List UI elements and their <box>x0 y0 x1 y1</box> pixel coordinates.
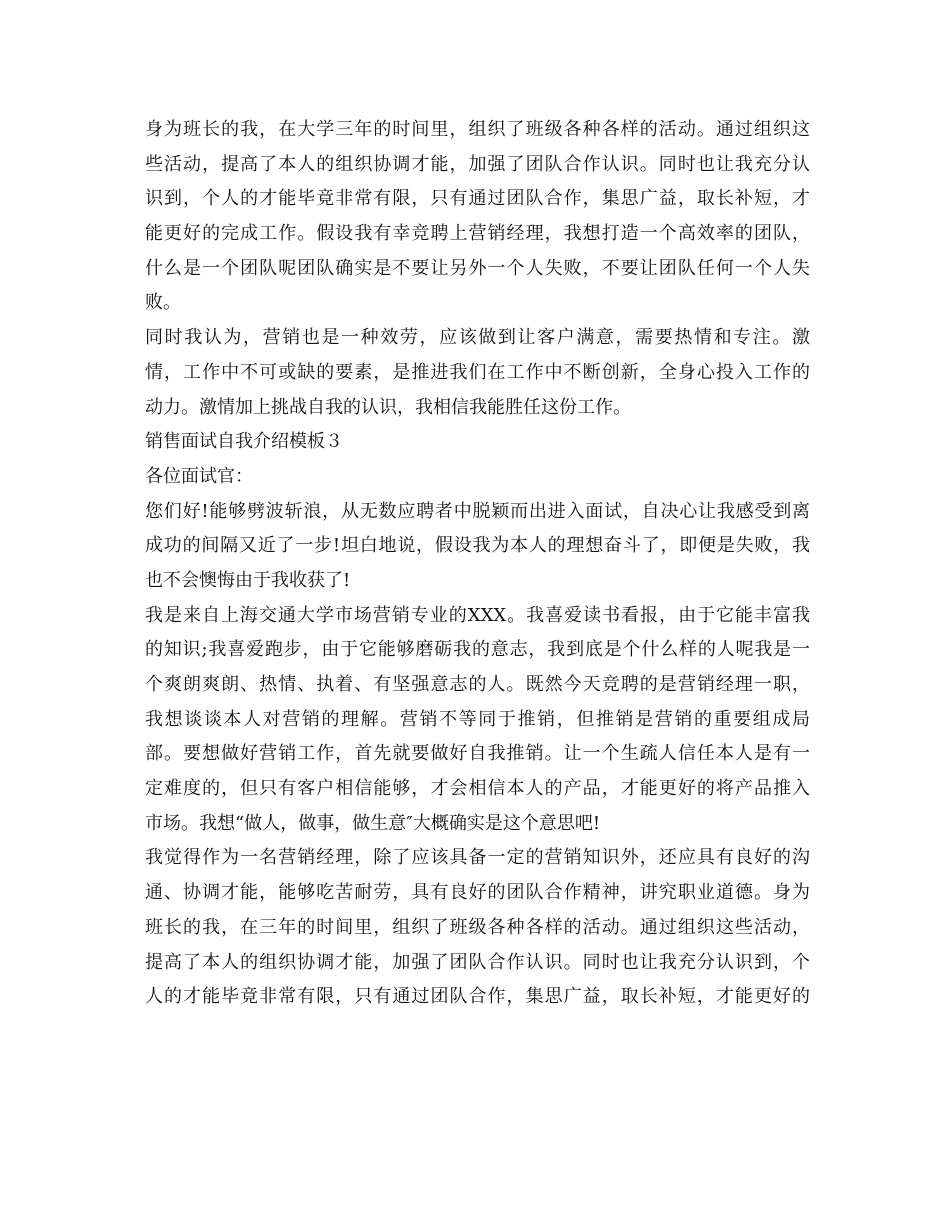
text-line: 的知识;我喜爱跑步，由于它能够磨砺我的意志，我到底是个什么样的人呢我是一 <box>145 639 810 661</box>
text-line: 部。要想做好营销工作，首先就要做好自我推销。让一个生疏人信任本人是有一 <box>145 743 810 765</box>
text-line: 什么是一个团队呢团队确实是不要让另外一个人失败，不要让团队任何一个人失 <box>145 257 810 279</box>
text-line: 人的才能毕竟非常有限，只有通过团队合作，集思广益，取长补短，才能更好的 <box>145 986 810 1008</box>
text-line: 我想谈谈本人对营销的理解。营销不等同于推销，但推销是营销的重要组成局 <box>145 708 810 730</box>
text-line: 成功的间隔又近了一步!坦白地说，假设我为本人的理想奋斗了，即便是失败，我 <box>145 535 810 557</box>
text-line: 个爽朗爽朗、热情、执着、有坚强意志的人。既然今天竞聘的是营销经理一职， <box>145 674 810 695</box>
text-line: 我是来自上海交通大学市场营销专业的XXX。我喜爱读书看报，由于它能丰富我 <box>145 604 810 626</box>
text-line: 定难度的，但只有客户相信能够，才会相信本人的产品，才能更好的将产品推入 <box>145 778 810 800</box>
text-line: 同时我认为，营销也是一种效劳，应该做到让客户满意，需要热情和专注。激 <box>145 327 810 349</box>
text-line: 班长的我，在三年的时间里，组织了班级各种各样的活动。通过组织这些活动， <box>145 916 810 938</box>
text-line: 败。 <box>145 292 181 314</box>
text-line: 您们好!能够劈波斩浪，从无数应聘者中脱颖而出进入面试，自决心让我感受到离 <box>145 500 810 522</box>
text-line: 提高了本人的组织协调才能，加强了团队合作认识。同时也让我充分认识到，个 <box>145 951 810 973</box>
text-line: 些活动，提高了本人的组织协调才能，加强了团队合作认识。同时也让我充分认 <box>145 153 810 175</box>
text-line: 身为班长的我，在大学三年的时间里，组织了班级各种各样的活动。通过组织这 <box>145 119 810 140</box>
text-line: 识到，个人的才能毕竟非常有限，只有通过团队合作，集思广益，取长补短，才 <box>145 188 810 210</box>
text-line: 市场。我想“做人，做事，做生意″大概确实是这个意思吧! <box>145 812 601 834</box>
text-line: 动力。激情加上挑战自我的认识，我相信我能胜任这份工作。 <box>145 396 631 418</box>
text-line: 情，工作中不可或缺的要素，是推进我们在工作中不断创新，全身心投入工作的 <box>145 361 810 383</box>
text-line: 也不会懊悔由于我收获了! <box>145 569 351 591</box>
section-heading: 销售面试自我介绍模板３ <box>145 431 343 453</box>
salutation: 各位面试官： <box>145 465 253 487</box>
document-body <box>145 113 810 1015</box>
text-line: 能更好的完成工作。假设我有幸竞聘上营销经理，我想打造一个高效率的团队， <box>145 223 810 245</box>
text-line: 通、协调才能，能够吃苦耐劳，具有良好的团队合作精神，讲究职业道德。身为 <box>145 882 810 904</box>
text-line: 我觉得作为一名营销经理，除了应该具备一定的营销知识外，还应具有良好的沟 <box>145 847 810 869</box>
